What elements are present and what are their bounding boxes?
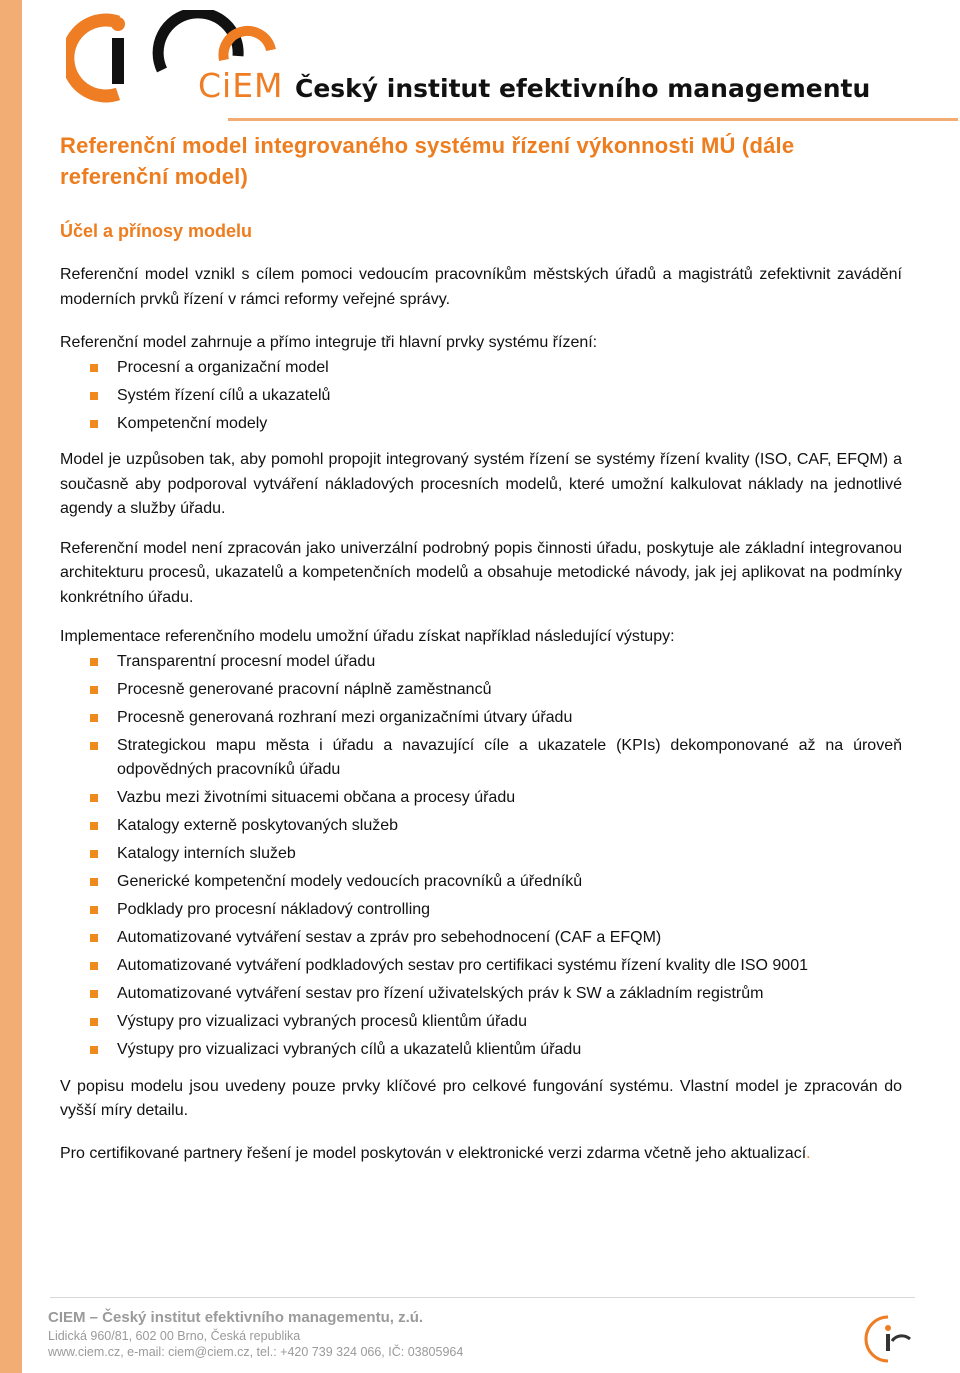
partners-text: Pro certifikované partnery řešení je model poskytován v elektronické verzi zdarma včetně jeho aktualizací [60, 1144, 807, 1162]
outputs-list [60, 650, 902, 1063]
closing-dot: . [806, 1144, 811, 1162]
paragraph-quality-systems: Model je uzpůsoben tak, aby pomohl propojit integrovaný systém řízení se systémy řízení kvality (ISO, CAF, EFQM) a současně aby podporoval vytváření nákladových procesních modelů, které umožní kalkulovat náklady na jednotlivé agendy a služby úřadu. [60, 451, 902, 517]
footer-address: Lidická 960/81, 602 00 Brno, Česká republika [48, 1329, 301, 1343]
list-item: Vazbu mezi životními situacemi občana a procesy úřadu [117, 786, 902, 811]
list-item: Podklady pro procesní nákladový controlling [117, 898, 902, 923]
list-item: Strategickou mapu města i úřadu a navazující cíle a ukazatele (KPIs) dekomponované až na úroveň odpovědných pracovníků úřadu [117, 734, 902, 783]
elements-list [60, 356, 902, 437]
paragraph-elements-intro: Referenční model zahrnuje a přímo integruje tři hlavní prvky systému řízení: [60, 334, 598, 351]
list-item: Automatizované vytváření sestav pro řízení uživatelských práv k SW a základním registrům [117, 982, 902, 1007]
list-item: Procesně generované pracovní náplně zaměstnanců [117, 678, 902, 703]
paragraph-architecture: Referenční model není zpracován jako univerzální podrobný popis činnosti úřadu, poskytuje ale základní integrovanou architekturu procesů, ukazatelů a kompetenčních modelů a obsahuje metodické návody, jak jej aplikovat na podmínky konkrétního úřadu. [60, 539, 902, 606]
footer-organization: CIEM – Český institut efektivního managementu, z.ú. [48, 1309, 424, 1326]
list-item: Katalogy interních služeb [117, 842, 902, 867]
section-heading: Účel a přínosy modelu [60, 221, 253, 241]
list-item: Generické kompetenční modely vedoucích pracovníků a úředníků [117, 870, 902, 895]
logo-wordmark: CiEM [198, 66, 284, 105]
list-item: Automatizované vytváření podkladových sestav pro certifikaci systému řízení kvality dle ISO 9001 [117, 954, 902, 979]
page-header [60, 0, 960, 118]
footer-contact: www.ciem.cz, e-mail: ciem@ciem.cz, tel.: +420 739 324 066, IČ: 03805964 [48, 1345, 464, 1359]
header-divider [228, 118, 958, 121]
list-item: Systém řízení cílů a ukazatelů [117, 384, 902, 409]
company-name: Český institut efektivního managementu [295, 74, 871, 103]
paragraph-purpose: Referenční model vznikl s cílem pomoci vedoucím pracovníkům městských úřadů a magistrátů zefektivnit zavádění moderních prvků řízení v rámci reformy veřejné správy. [60, 266, 902, 308]
paragraph-partners [60, 1140, 902, 1167]
document-body [60, 130, 902, 1167]
page-footer [48, 1308, 463, 1360]
footer-logo-icon [862, 1313, 914, 1365]
document-title: Referenční model integrovaného systému řízení výkonnosti MÚ (dále referenční model) [60, 133, 795, 189]
footer-divider [50, 1297, 915, 1298]
left-accent-bar [0, 0, 22, 1373]
list-item: Kompetenční modely [117, 412, 902, 437]
paragraph-detail: V popisu modelu jsou uvedeny pouze prvky klíčové pro celkové fungování systému. Vlastní model je zpracován do vyšší míry detailu. [60, 1077, 902, 1119]
paragraph-outputs-intro: Implementace referenčního modelu umožní úřadu získat například následující výstupy: [60, 628, 675, 645]
list-item: Procesní a organizační model [117, 356, 902, 381]
list-item: Výstupy pro vizualizaci vybraných cílů a ukazatelů klientům úřadu [117, 1038, 902, 1063]
list-item: Procesně generovaná rozhraní mezi organizačními útvary úřadu [117, 706, 902, 731]
list-item: Katalogy externě poskytovaných služeb [117, 814, 902, 839]
list-item: Automatizované vytváření sestav a zpráv pro sebehodnocení (CAF a EFQM) [117, 926, 902, 951]
list-item: Výstupy pro vizualizaci vybraných procesů klientům úřadu [117, 1010, 902, 1035]
list-item: Transparentní procesní model úřadu [117, 650, 902, 675]
